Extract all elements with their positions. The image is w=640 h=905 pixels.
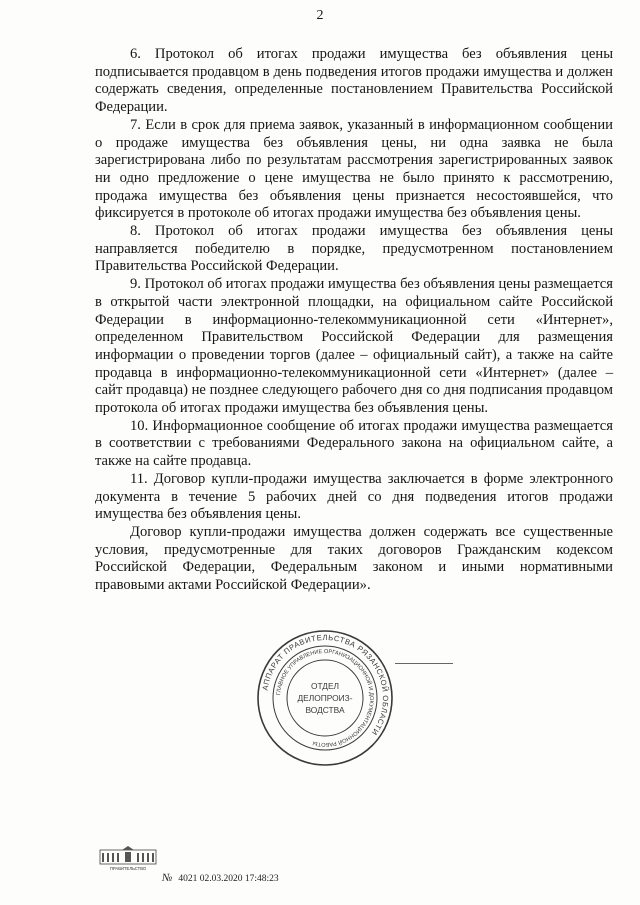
- official-stamp: [255, 628, 395, 768]
- registration-stamp: [162, 872, 279, 884]
- paragraph-item-10: 10. Информационное сообщение об итогах продажи имущества размещается в соответствии с требованиями Федерального закона на официальном сайте, а также на сайте продавца.: [95, 417, 613, 470]
- paragraph-contract-terms: Договор купли-продажи имущества должен содержать все существенные условия, предусмотренные для таких договоров Гражданским кодексом Российской Федерации, Федеральным законом и иными нормативными правовыми актами Российской Федерации».: [95, 523, 613, 594]
- page-number: 2: [316, 8, 324, 23]
- stamp-outer-ring-text: АППАРАТ ПРАВИТЕЛЬСТВА РЯЗАНСКОЙ ОБЛАСТИ: [260, 632, 391, 738]
- logo-caption: ПРАВИТЕЛЬСТВО: [109, 866, 147, 871]
- paragraph-item-6: 6. Протокол об итогах продажи имущества без объявления цены подписывается продавцом в день подведения итогов продажи имущества и должен содержать сведения, определенные постановлением Правительства Российской Федерации.: [95, 46, 613, 116]
- paragraph-item-9: 9. Протокол об итогах продажи имущества без объявления цены размещается в открытой части электронной площадки, на официальном сайте Российской Федерации в информационно-телекоммуникационной сети «Интернет», определенном Правительством Российской Федерации для размещения информации о проведении торгов (далее – официальный сайт), а также на сайте продавца в информационно-телекоммуникационной сети «Интернет» (далее – сайт продавца) не позднее следующего рабочего дня со дня подписания продавцом протокола об итогах продажи имущества без объявления цены.: [95, 276, 613, 417]
- signature-line: [395, 663, 453, 664]
- paragraph-item-8: 8. Протокол об итогах продажи имущества без объявления цены направляется победителю в порядке, предусмотренном постановлением Правительства Российской Федерации.: [95, 223, 613, 275]
- paragraph-item-11: 11. Договор купли-продажи имущества заключается в форме электронного документа в течение 5 рабочих дней со дня подведения итогов продажи имущества без объявления цены.: [95, 470, 613, 523]
- registration-number-date: 4021 02.03.2020 17:48:23: [178, 874, 279, 884]
- stamp-inner-ring-text: ГЛАВНОЕ УПРАВЛЕНИЕ ОРГАНИЗАЦИОННОЙ И ДОКУМЕНТАЦИОННОЙ РАБОТЫ: [276, 648, 375, 748]
- number-sign: №: [162, 872, 173, 884]
- paragraph-item-7: 7. Если в срок для приема заявок, указанный в информационном сообщении о продаже имущества без объявления цены, ни одна заявка не была зарегистрирована либо по результатам рассмотрения зарегистрированных заявок ни одно предложение о цене имущества не было принято к рассмотрению, продажа имущества без объявления цены признается несостоявшейся, что фиксируется в протоколе об итогах продажи имущества без объявления цены.: [95, 116, 613, 222]
- building-icon: [98, 846, 158, 872]
- stamp-center-line-1: ОТДЕЛ: [310, 681, 340, 691]
- document-body: [95, 46, 613, 595]
- stamp-center-line-3: ВОДСТВА: [305, 705, 345, 715]
- stamp-center-line-2: ДЕЛОПРОИЗ-: [297, 693, 353, 703]
- stamp-seal-graphic: [255, 628, 395, 768]
- government-building-logo: [98, 846, 158, 872]
